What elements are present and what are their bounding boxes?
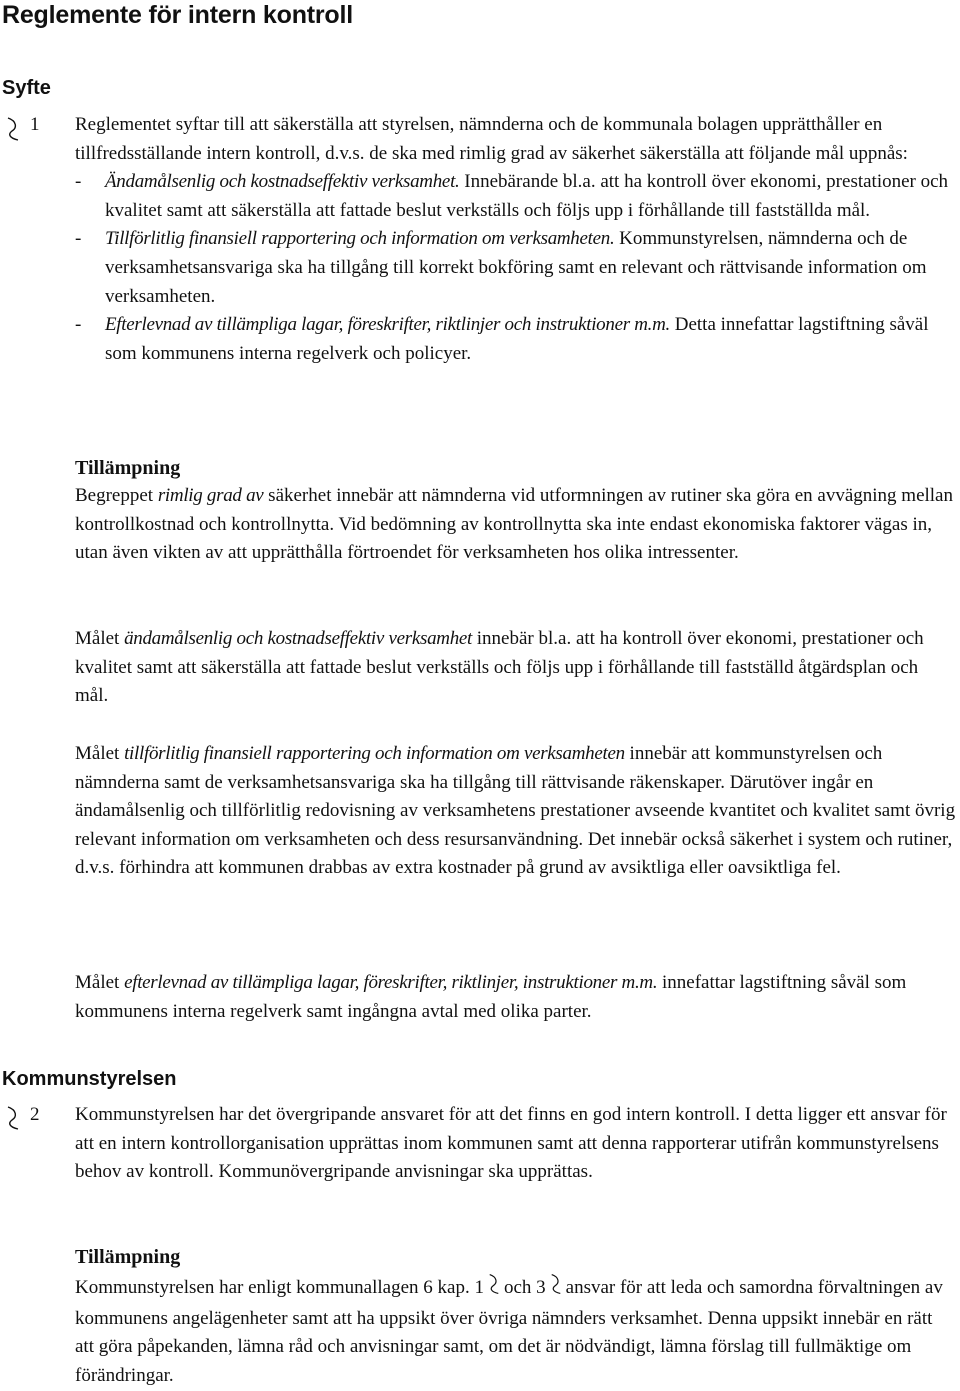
tillampning-paragraph-2 <box>75 625 956 711</box>
list-item <box>75 225 956 311</box>
paragraph-text: Kommunstyrelsen har enligt kommunallagen 6 kap. 1 <box>75 1277 484 1299</box>
list-item-text: Innebärande bl.a. att ha kontroll över ekonomi, prestationer och kvalitet samt att säkerställa att fattade beslut verkställs och följs upp i förhållande till fastställda mål. <box>105 171 949 221</box>
paragraph-emphasis: tillförlitlig finansiell rapportering och information om verksamheten <box>124 743 625 764</box>
section-symbol-icon <box>6 1106 20 1130</box>
list-item-emphasis: Efterlevnad av tillämpliga lagar, föreskrifter, riktlinjer och instruktioner m.m. <box>105 314 670 336</box>
list-item-text: Detta innefattar lagstiftning såväl som kommunens interna regelverk och policyer. <box>105 314 929 364</box>
tillampning-paragraph-3 <box>75 740 956 883</box>
section-symbol-icon <box>488 1273 500 1305</box>
paragraph-text: Målet <box>75 743 125 764</box>
subsection-heading-tillampning: Tillämpning <box>75 1246 181 1268</box>
tillampning2-body <box>75 1273 956 1390</box>
paragraph-text: innefattar lagstiftning såväl som kommunens interna regelverk samt ingångna avtal med olika parter. <box>75 972 907 1022</box>
list-item-emphasis: Ändamålsenlig och kostnadseffektiv verksamhet. <box>105 171 460 193</box>
section-symbol-icon <box>6 117 20 141</box>
section-symbol-icon <box>550 1273 562 1305</box>
kommunstyrelsen-text: Kommunstyrelsen har det övergripande ansvaret för att det finns en god intern kontroll. I detta ligger ett ansvar för att en intern kontrollorganisation upprättas inom kommunen samt att denna rapporterar utifrån kommunstyrelsens behov av kontroll. Kommunövergripande anvisningar ska upprättas. <box>75 1104 947 1183</box>
paragraph-text: Målet <box>75 628 125 649</box>
section-heading-kommunstyrelsen: Kommunstyrelsen <box>2 1068 177 1090</box>
paragraph-text: ansvar för att leda och samordna förvaltningen av kommunens angelägenheter samt att ha uppsikt över övriga nämnders verksamhet. Denna uppsikt innebär en rätt att göra påpekanden, lämna råd och anvisningar samt, om det är nödvändigt, lämna förslag till fullmäktige om förändringar. <box>75 1277 943 1386</box>
list-dash: - <box>75 228 82 250</box>
syfte-body <box>75 111 956 368</box>
tillampning-paragraph-1 <box>75 482 956 568</box>
subsection-heading-tillampning: Tillämpning <box>75 457 181 479</box>
paragraph-text: Målet <box>75 972 125 993</box>
section-heading-syfte: Syfte <box>2 77 51 99</box>
syfte-intro: Reglementet syftar till att säkerställa att styrelsen, nämnderna och de kommunala bolagen upprätthåller en tillfredsställande intern kontroll, d.v.s. de ska med rimlig grad av säkerhet säkerställa att följande mål uppnås: <box>75 114 908 164</box>
kommunstyrelsen-body <box>75 1101 956 1187</box>
paragraph-emphasis: rimlig grad av <box>157 485 264 506</box>
list-item <box>75 311 956 368</box>
paragraph-text: Begreppet <box>75 485 158 506</box>
paragraph-text: och 3 <box>503 1277 546 1299</box>
list-item <box>75 168 956 225</box>
paragraph-emphasis: ändamålsenlig och kostnadseffektiv verksamhet <box>124 628 473 649</box>
section-number: 2 <box>30 1104 40 1125</box>
paragraph-text: innebär bl.a. att ha kontroll över ekonomi, prestationer och kvalitet samt att säkerställa att fattade beslut verkställs och följs upp i förhållande till fastställd åtgärdsplan och mål. <box>75 628 924 707</box>
section-number: 1 <box>30 114 40 135</box>
list-dash: - <box>75 171 82 193</box>
list-item-text: Kommunstyrelsen, nämnderna och de verksamhetsansvariga ska ha tillgång till korrekt bokföring samt en relevant och rättvisande information om verksamheten. <box>105 228 927 307</box>
paragraph-text: säkerhet innebär att nämnderna vid utformningen av rutiner ska göra en avvägning mellan kontrollkostnad och kontrollnytta. Vid bedömning av kontrollnytta ska inte endast ekonomiska faktorer vägas in, utan även vikten av att upprätthålla förtroendet för verksamheten hos olika intressenter. <box>75 485 953 564</box>
paragraph-emphasis: efterlevnad av tillämpliga lagar, föreskrifter, riktlinjer, instruktioner m.m. <box>124 972 658 993</box>
list-item-emphasis: Tillförlitlig finansiell rapportering och information om verksamheten. <box>105 228 615 250</box>
document-title: Reglemente för intern kontroll <box>2 1 353 29</box>
tillampning-paragraph-4 <box>75 969 956 1026</box>
paragraph-text: innebär att kommunstyrelsen och nämnderna samt de verksamhetsansvariga ska ha tillgång till rättvisande räkenskaper. Därutöver ingår en ändamålsenlig och tillförlitlig redovisning av verksamhetens prestationer avseende kvantitet och kvalitet samt övrig relevant information om verksamheten och dess resursanvändning. Det innebär också säkerhet i system och rutiner, d.v.s. förhindra att kommunen drabbas av extra kostnader på grund av avsiktliga eller oavsiktliga fel. <box>75 743 956 879</box>
list-dash: - <box>75 314 82 336</box>
